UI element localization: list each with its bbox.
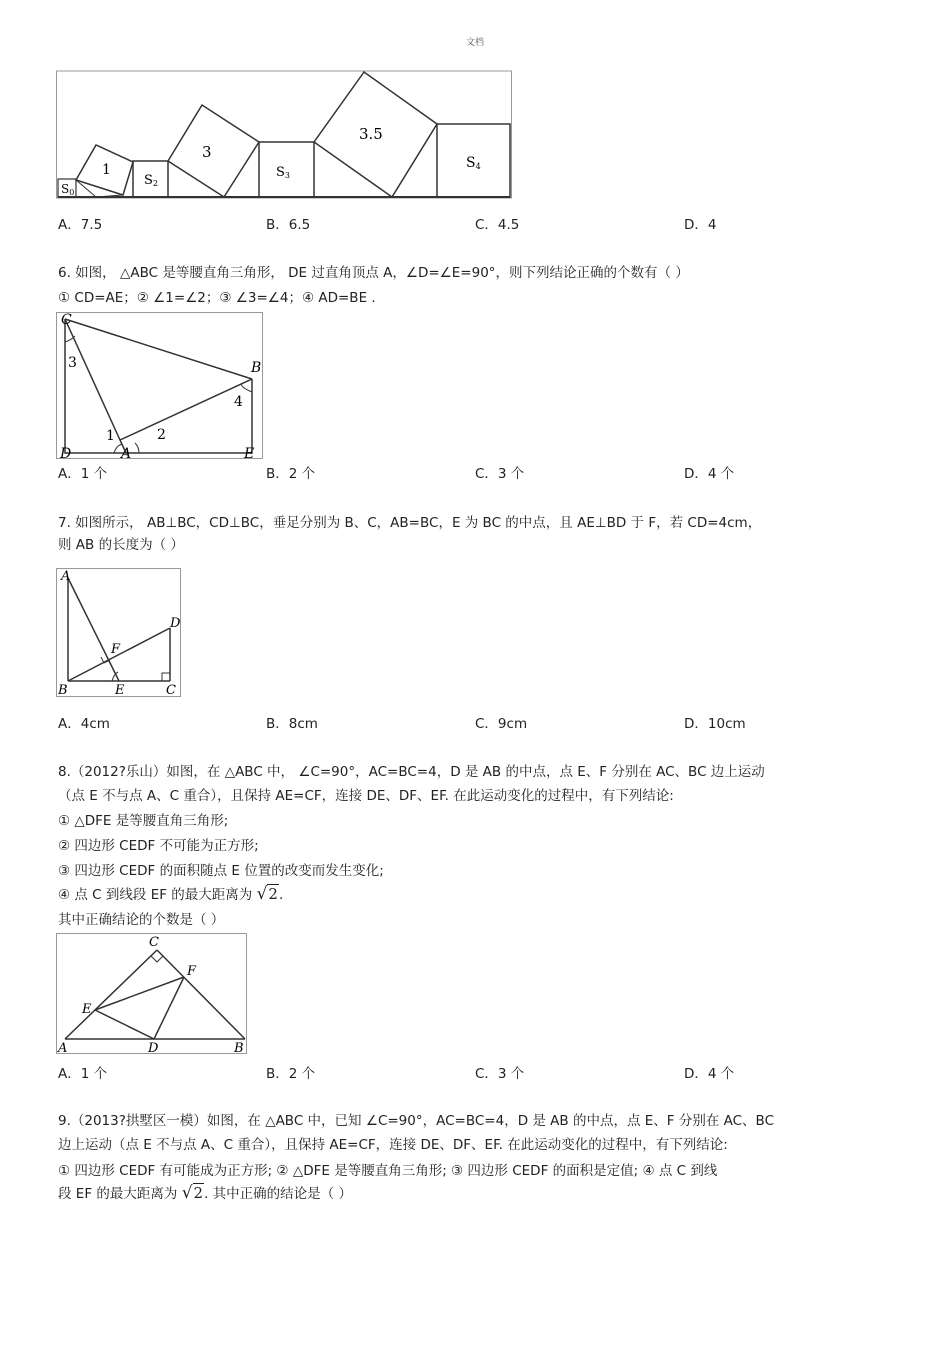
q7-option-b: B．8cm <box>266 716 318 732</box>
q6-label-3: 3 <box>68 355 77 371</box>
q8-label-b: B <box>234 1041 244 1055</box>
q6-label-1: 1 <box>106 428 115 444</box>
q8-label-f: F <box>187 964 197 979</box>
q5-option-d: D．4 <box>684 217 717 233</box>
q7-option-a: A．4cm <box>58 716 110 732</box>
q6-label-4: 4 <box>234 394 243 410</box>
q7-label-c: C <box>166 683 176 698</box>
q8-statement-4-period: . <box>278 887 284 903</box>
q9-stem-line3: ① 四边形 CEDF 有可能成为正方形; ② △DFE 是等腰直角三角形; ③ 四边形 CEDF 的面积是定值; ④ 点 C 到线 <box>58 1163 718 1179</box>
q6-option-a: A．1 个 <box>58 466 108 482</box>
q9-stem-line4 <box>58 1184 352 1203</box>
q8-statement-4 <box>58 885 283 904</box>
q6-label-e: E <box>244 446 255 460</box>
q8-option-d: D．4 个 <box>684 1066 735 1082</box>
q6-option-b: B．2 个 <box>266 466 316 482</box>
q7-stem-line2: 则 AB 的长度为（ ） <box>58 537 184 553</box>
sqrt-2-expression: √2 <box>256 884 278 904</box>
q5-label-1: 1 <box>102 162 111 178</box>
q7-option-c: C．9cm <box>475 716 528 732</box>
q7-stem-line1: 7. 如图所示， AB⊥BC，CD⊥BC，垂足分别为 B、C，AB=BC，E 为 BC 的中点，且 AE⊥BD 于 F，若 CD=4cm， <box>58 515 762 531</box>
q5-squares-figure <box>56 70 514 200</box>
q5-label-3: 3 <box>202 143 212 161</box>
q8-option-a: A．1 个 <box>58 1066 108 1082</box>
q6-label-a: A <box>121 446 132 460</box>
q5-s0-label: S0 <box>61 182 75 197</box>
q5-s3-label: S3 <box>276 165 290 180</box>
q5-option-a: A．7.5 <box>58 217 103 233</box>
q7-label-a: A <box>61 569 71 584</box>
q8-stem-line2: （点 E 不与点 A、C 重合），且保持 AE=CF，连接 DE、DF、EF. 在此运动变化的过程中，有下列结论: <box>58 788 674 804</box>
q5-option-c: C．4.5 <box>475 217 520 233</box>
q5-s2-label: S2 <box>144 173 158 188</box>
q6-label-2: 2 <box>157 427 166 443</box>
q9-stem-line2: 边上运动（点 E 不与点 A、C 重合），且保持 AE=CF，连接 DE、DF、EF. 在此运动变化的过程中，有下列结论: <box>58 1137 728 1153</box>
q5-option-b: B．6.5 <box>266 217 311 233</box>
q9-stem-line1: 9.（2013?拱墅区一模）如图，在 △ABC 中，已知 ∠C=90°，AC=BC=4，D 是 AB 的中点，点 E、F 分别在 AC、BC <box>58 1113 775 1129</box>
q7-figure <box>56 568 182 698</box>
q7-label-e: E <box>115 683 125 698</box>
q8-triangle-figure <box>56 933 248 1055</box>
q5-s4-label: S4 <box>466 155 481 171</box>
q8-statement-3: ③ 四边形 CEDF 的面积随点 E 位置的改变而发生变化; <box>58 863 384 879</box>
q8-option-b: B．2 个 <box>266 1066 316 1082</box>
q6-stem-line2: ① CD=AE；② ∠1=∠2；③ ∠3=∠4；④ AD=BE . <box>58 290 376 306</box>
q8-option-c: C．3 个 <box>475 1066 525 1082</box>
q8-label-d: D <box>148 1041 159 1055</box>
q8-label-e: E <box>82 1002 92 1017</box>
q8-statement-1: ① △DFE 是等腰直角三角形; <box>58 813 229 829</box>
q6-stem-line1: 6. 如图， △ABC 是等腰直角三角形， DE 过直角顶点 A，∠D=∠E=90°，则下列结论正确的个数有（ ） <box>58 265 689 281</box>
q8-label-c: C <box>149 935 159 950</box>
q7-label-b: B <box>58 683 68 698</box>
q5-label-3-5: 3.5 <box>359 125 383 143</box>
q8-statement-4-text: ④ 点 C 到线段 EF 的最大距离为 <box>58 887 253 903</box>
sqrt-2-expression: √2 <box>181 1183 204 1203</box>
q8-label-a: A <box>58 1041 68 1055</box>
q6-label-d: D <box>60 446 72 460</box>
q6-label-b: B <box>251 360 262 376</box>
q8-question: 其中正确结论的个数是（ ） <box>58 912 225 928</box>
q8-statement-2: ② 四边形 CEDF 不可能为正方形; <box>58 838 259 854</box>
q9-stem-line4-text: 段 EF 的最大距离为 <box>58 1186 178 1202</box>
q7-option-d: D．10cm <box>684 716 746 732</box>
q9-stem-line4-tail: . 其中正确的结论是（ ） <box>204 1186 352 1202</box>
q7-label-f: F <box>111 642 121 657</box>
q6-label-c: C <box>61 312 72 328</box>
q7-label-d: D <box>170 616 181 631</box>
q6-option-c: C．3 个 <box>475 466 525 482</box>
q6-option-d: D．4 个 <box>684 466 735 482</box>
q8-stem-line1: 8.（2012?乐山）如图，在 △ABC 中， ∠C=90°，AC=BC=4，D 是 AB 的中点，点 E、F 分别在 AC、BC 边上运动 <box>58 764 765 780</box>
q6-triangle-figure <box>56 312 264 460</box>
page-header: 文档 <box>465 38 484 48</box>
